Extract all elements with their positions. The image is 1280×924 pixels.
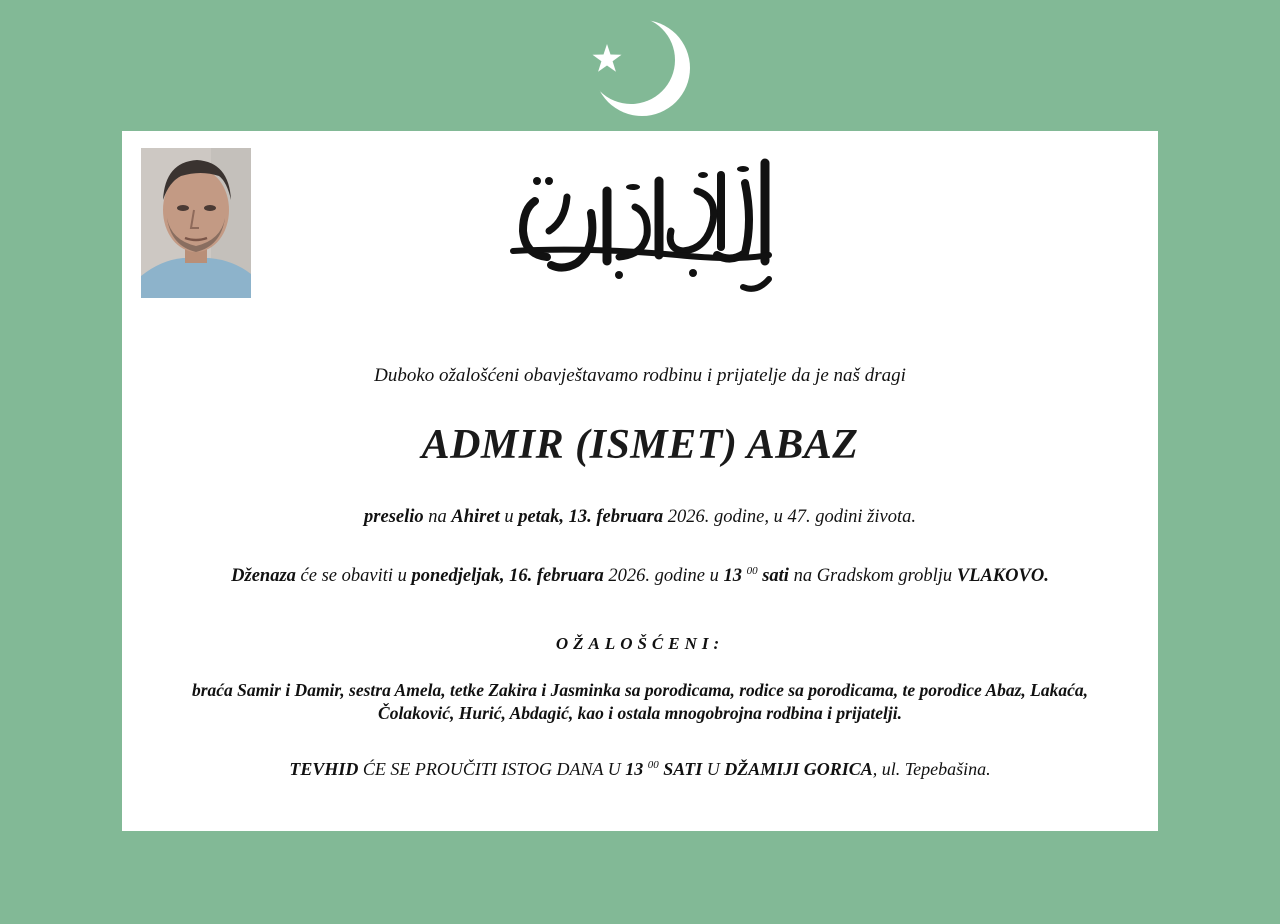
tevhid-notice: TEVHID ĆE SE PROUČITI ISTOG DANA U 13 $^{00}$ SATI U DŽAMIJI GORICA, ul. Tepebašina. [289, 759, 991, 779]
obituary-card [122, 131, 1158, 831]
mourners-line-2: Čolaković, Hurić, Abdagić, kao i ostala mnogobrojna rodbina i prijatelji. [378, 703, 902, 723]
mourners-heading: OŽALOŠĆENI: [555, 634, 725, 653]
portrait-photo [141, 148, 251, 298]
crescent-star-icon [585, 14, 695, 124]
death-notice: preselio na Ahiret u petak, 13. februara 2026. godine, u 47. godini života. [364, 507, 916, 527]
deceased-name: ADMIR (ISMET) ABAZ [421, 422, 859, 468]
arabic-calligraphy [507, 151, 787, 296]
intro-text: Duboko ožalošćeni obavještavamo rodbinu i prijatelje da je naš dragi [374, 365, 906, 386]
mourners-line-1: braća Samir i Damir, sestra Amela, tetke Zakira i Jasminka sa porodicama, rodice sa porodicama, te porodice Abaz, Lakaća, [191, 680, 1089, 700]
mourners-list [122, 679, 1158, 725]
funeral-notice: Dženaza će se obaviti u ponedjeljak, 16. februara 2026. godine u 13 $^{00}$ sati na Gradskom groblju VLAKOVO. [231, 564, 1049, 586]
